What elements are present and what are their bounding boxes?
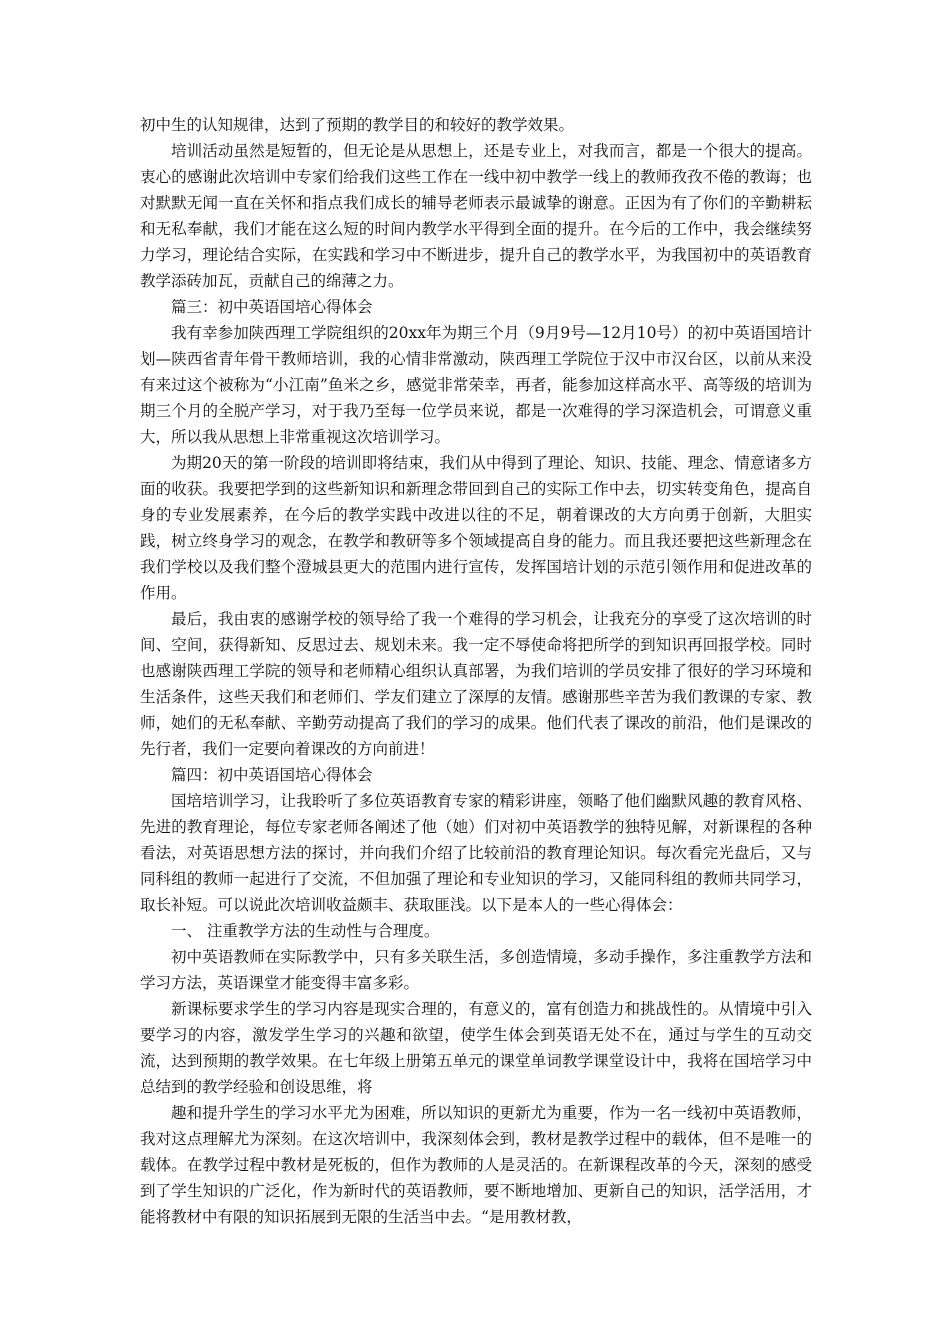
- section-heading-part-four: 篇四：初中英语国培心得体会: [171, 766, 373, 784]
- section-heading-part-three: 篇三：初中英语国培心得体会: [171, 298, 373, 316]
- subheading-point-one: 一、 注重教学方法的生动性与合理度。: [171, 922, 440, 940]
- paragraph: 新课标要求学生的学习内容是现实合理的，有意义的，富有创造力和挑战性的。从情境中引入要学习的内容，激发学生学习的兴趣和欲望，使学生体会到英语无处不在，通过与学生的互动交流，达到预期的教学效果。在七年级上册第五单元的课堂单词教学课堂设计中，我将在国培学习中总结到的教学经验和创设思维，将: [140, 1000, 812, 1096]
- paragraph: 趣和提升学生的学习水平尤为困难，所以知识的更新尤为重要，作为一名一线初中英语教师，我对这点理解尤为深刻。在这次培训中，我深刻体会到，教材是教学过程中的载体，但不是唯一的载体。在教学过程中教材是死板的，但作为教师的人是灵活的。在新课程改革的今天，深刻的感受到了学生知识的广泛化，作为新时代的英语教师，要不断地增加、更新自己的知识，活学活用，才能将教材中有限的知识拓展到无限的生活当中去。“是用教材教，: [140, 1104, 812, 1226]
- paragraph-continuation: 初中生的认知规律，达到了预期的教学目的和较好的教学效果。: [140, 116, 575, 134]
- paragraph: 我有幸参加陕西理工学院组织的20xx年为期三个月（9月9号—12月10号）的初中英语国培计划—陕西省青年骨干教师培训，我的心情非常激动，陕西理工学院位于汉中市汉台区，以前从来没有来过这个被称为“小江南”鱼米之乡，感觉非常荣幸，再者，能参加这样高水平、高等级的培训为期三个月的全脱产学习，对于我乃至每一位学员来说，都是一次难得的学习深造机会，可谓意义重大，所以我从思想上非常重视这次培训学习。: [140, 324, 812, 446]
- document-page: [140, 112, 812, 1230]
- paragraph: 最后，我由衷的感谢学校的领导给了我一个难得的学习机会，让我充分的享受了这次培训的时间、空间，获得新知、反思过去、规划未来。我一定不辱使命将把所学的到知识再回报学校。同时也感谢陕西理工学院的领导和老师精心组织认真部署，为我们培训的学员安排了很好的学习环境和生活条件，这些天我们和老师们、学友们建立了深厚的友情。感谢那些辛苦为我们教课的专家、教师，她们的无私奉献、辛勤劳动提高了我们的学习的成果。他们代表了课改的前沿，他们是课改的先行者，我们一定要向着课改的方向前进！: [140, 610, 812, 758]
- paragraph: 培训活动虽然是短暂的，但无论是从思想上，还是专业上，对我而言，都是一个很大的提高。衷心的感谢此次培训中专家们给我们这些工作在一线中初中教学一线上的教师孜孜不倦的教诲；也对默默无闻一直在关怀和指点我们成长的辅导老师表示最诚挚的谢意。正因为有了你们的辛勤耕耘和无私奉献，我们才能在这么短的时间内教学水平得到全面的提升。在今后的工作中，我会继续努力学习，理论结合实际，在实践和学习中不断进步，提升自己的教学水平，为我国初中的英语教育教学添砖加瓦，贡献自己的绵薄之力。: [140, 142, 812, 290]
- paragraph: 国培培训学习，让我聆听了多位英语教育专家的精彩讲座，领略了他们幽默风趣的教育风格、先进的教育理论，每位专家老师各阐述了他（她）们对初中英语教学的独特见解，对新课程的各种看法，对英语思想方法的探讨，并向我们介绍了比较前沿的教育理论知识。每次看完光盘后，又与同科组的教师一起进行了交流，不但加强了理论和专业知识的学习，又能同科组的教师共同学习，取长补短。可以说此次培训收益颇丰、获取匪浅。以下是本人的一些心得体会：: [140, 792, 812, 914]
- paragraph: 初中英语教师在实际教学中，只有多关联生活，多创造情境，多动手操作，多注重教学方法和学习方法，英语课堂才能变得丰富多彩。: [140, 948, 812, 992]
- paragraph: 为期20天的第一阶段的培训即将结束，我们从中得到了理论、知识、技能、理念、情意诸多方面的收获。我要把学到的这些新知识和新理念带回到自己的实际工作中去，切实转变角色，提高自身的专业发展素养，在今后的教学实践中改进以往的不足，朝着课改的大方向勇于创新，大胆实践，树立终身学习的观念，在教学和教研等多个领域提高自身的能力。而且我还要把这些新理念在我们学校以及我们整个澄城县更大的范围内进行宣传，发挥国培计划的示范引领作用和促进改革的作用。: [140, 454, 812, 602]
